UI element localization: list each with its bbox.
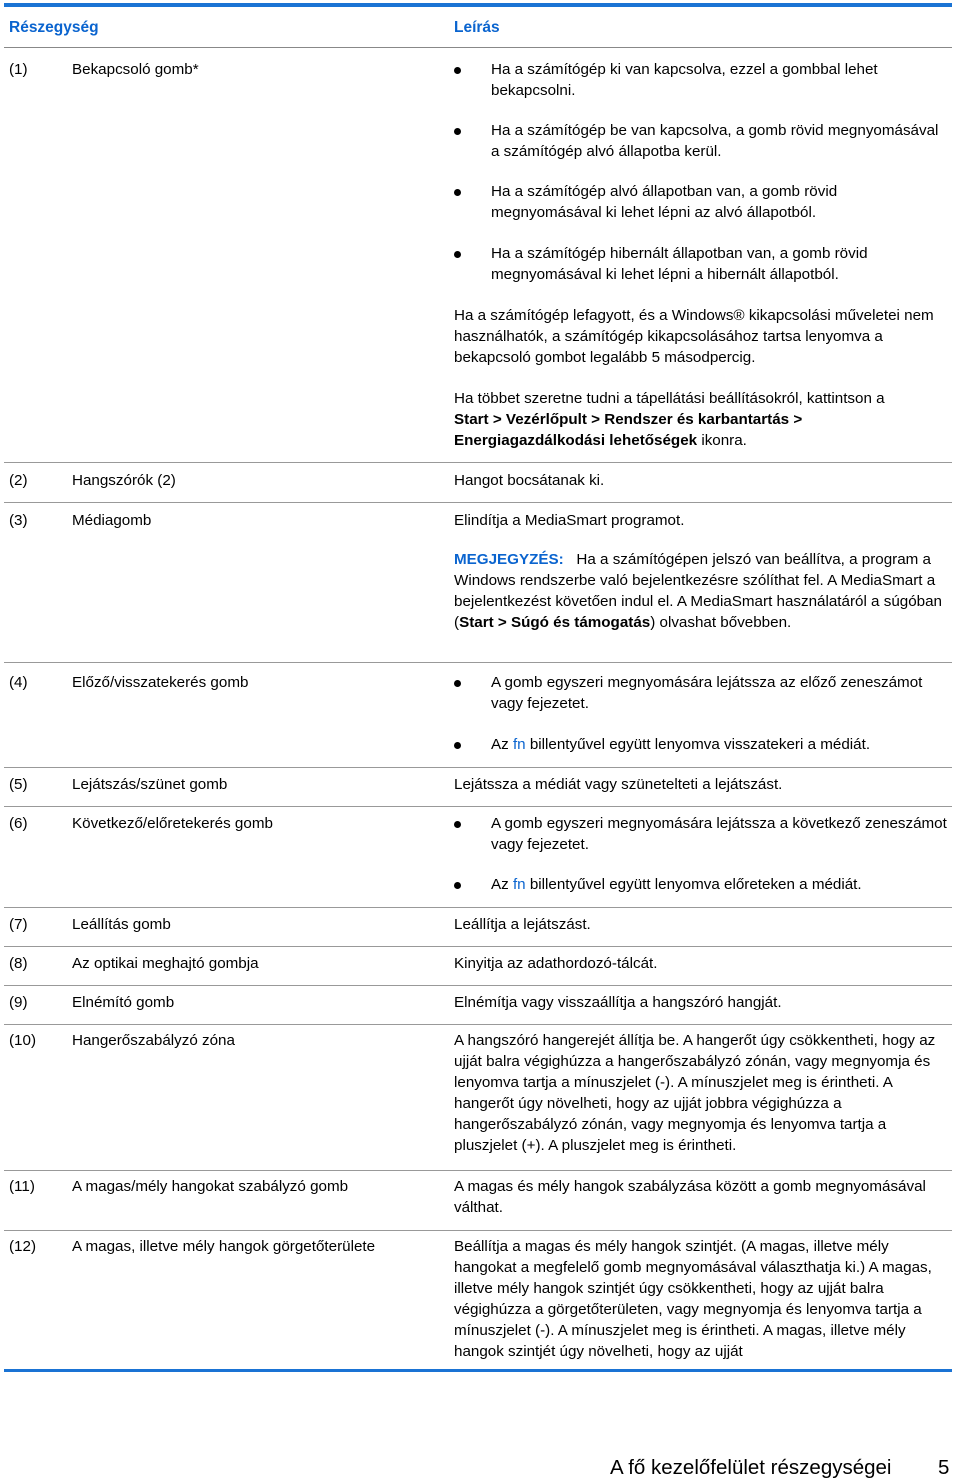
component-description: Beállítja a magas és mély hangok szintjét. (A magas, illetve mély hangokat a megfelelő gomb megnyomásával választhatja ki.) A magas, illetve mély hangok szintjét úgy csökkentheti, hogy az ujját balra végighúzza a görgetőterületen, vagy megnyomja és lenyomva tartja a mínuszjelet (-). A mínuszjelet meg is érintheti. A magas, illetve mély hangok szintjét úgy növelheti, hogy az ujját <box>454 1238 932 1360</box>
table-bottom-rule <box>4 1369 952 1372</box>
row-number: (6) <box>9 815 28 832</box>
table-row-9 <box>4 986 952 1025</box>
table-row-10 <box>4 1025 952 1171</box>
component-name: Leállítás gomb <box>72 916 171 933</box>
component-name: Elnémító gomb <box>72 994 175 1011</box>
row-number: (3) <box>9 512 28 529</box>
component-description: A hangszóró hangerejét állítja be. A hangerőt úgy csökkentheti, hogy az ujját balra végighúzza a hangerőszabályzó zónán, vagy megnyomja és lenyomva tartja a mínuszjelet (-). A mínuszjelet meg is érintheti. A hangerőt úgy növelheti, hogy az ujját jobbra végighúzza a hangerőszabályzó zónán, vagy megnyomja és lenyomva tartja a pluszjelet (+). A pluszjelet meg is érintheti. <box>454 1032 936 1154</box>
bullet-icon <box>454 251 461 258</box>
row-number: (11) <box>9 1178 35 1195</box>
row-number: (8) <box>9 955 28 972</box>
component-description: Elindítja a MediaSmart programot. <box>454 512 685 529</box>
table-row-12 <box>4 1231 952 1368</box>
list-item-text: Az fn billentyűvel együtt lenyomva visszatekeri a médiát. <box>491 736 871 753</box>
bullet-icon <box>454 742 461 749</box>
row-number: (4) <box>9 674 28 691</box>
table-row-6 <box>4 807 952 908</box>
row-number: (1) <box>9 61 28 78</box>
table-row-7 <box>4 908 952 947</box>
note-label: MEGJEGYZÉS: <box>454 551 564 568</box>
bullet-icon <box>454 821 461 828</box>
description-paragraph: Ha a számítógép lefagyott, és a Windows® kikapcsolási műveletei nem használhatók, a számítógép kikapcsolásához tartsa lenyomva a bekapcsoló gombot legalább 5 másodpercig. <box>454 307 934 366</box>
component-name: Bekapcsoló gomb* <box>72 61 199 78</box>
table-row-4 <box>4 663 952 768</box>
note-text: ) olvashat bővebben. <box>650 614 792 631</box>
fn-key-label: fn <box>512 736 526 753</box>
column-header-description: Leírás <box>454 19 500 36</box>
column-header-component: Részegység <box>9 19 99 36</box>
list-item-text: Ha a számítógép ki van kapcsolva, ezzel a gombbal lehet bekapcsolni. <box>491 61 878 99</box>
table-row-11 <box>4 1171 952 1231</box>
list-item-text: A gomb egyszeri megnyomására lejátssza a következő zeneszámot vagy fejezetet. <box>491 815 947 853</box>
list-item-text: Ha a számítógép hibernált állapotban van, a gomb rövid megnyomásával ki lehet lépni a hibernált állapotból. <box>491 245 868 283</box>
menu-path: Start > Súgó és támogatás <box>459 614 651 631</box>
bullet-icon <box>454 189 461 196</box>
component-description: Kinyitja az adathordozó-tálcát. <box>454 955 658 972</box>
component-name: Következő/előretekerés gomb <box>72 815 273 832</box>
bullet-icon <box>454 67 461 74</box>
list-item-text: Ha a számítógép alvó állapotban van, a gomb rövid megnyomásával ki lehet lépni az alvó állapotból. <box>491 183 838 221</box>
fn-key-label: fn <box>512 876 526 893</box>
row-number: (12) <box>9 1238 37 1255</box>
component-name: Hangerőszabályzó zóna <box>72 1032 235 1049</box>
component-name: Médiagomb <box>72 512 152 529</box>
component-description: A magas és mély hangok szabályzása között a gomb megnyomásával válthat. <box>454 1178 926 1216</box>
table-row-8 <box>4 947 952 986</box>
component-name: A magas, illetve mély hangok görgetőterülete <box>72 1238 376 1255</box>
component-name: A magas/mély hangokat szabályzó gomb <box>72 1178 349 1195</box>
component-description: Lejátssza a médiát vagy szünetelteti a lejátszást. <box>454 776 783 793</box>
table-row-5 <box>4 768 952 807</box>
note-block <box>454 549 949 633</box>
bullet-icon <box>454 882 461 889</box>
component-description: Hangot bocsátanak ki. <box>454 472 605 489</box>
menu-path: Start > Vezérlőpult > Rendszer és karbantartás > Energiagazdálkodási lehetőségek <box>454 411 803 449</box>
description-paragraph <box>454 388 949 451</box>
table-row-2 <box>4 463 952 503</box>
table-row-3 <box>4 503 952 663</box>
component-name: Az optikai meghajtó gombja <box>72 955 259 972</box>
component-name: Előző/visszatekerés gomb <box>72 674 249 691</box>
component-name: Hangszórók (2) <box>72 472 176 489</box>
table-top-rule <box>4 3 952 7</box>
list-item-text: Ha a számítógép be van kapcsolva, a gomb rövid megnyomásával a számítógép alvó állapotba kerül. <box>491 122 939 160</box>
row-number: (2) <box>9 472 28 489</box>
page-number: 5 <box>938 1456 950 1479</box>
row-number: (5) <box>9 776 28 793</box>
paragraph-text: Ha többet szeretne tudni a tápellátási beállításokról, kattintson a <box>454 390 885 407</box>
row-number: (10) <box>9 1032 37 1049</box>
footer-section-title: A fő kezelőfelület részegységei <box>610 1456 892 1479</box>
paragraph-text: ikonra. <box>697 432 747 449</box>
list-item-text: Az fn billentyűvel együtt lenyomva előreteken a médiát. <box>491 876 862 893</box>
bullet-icon <box>454 680 461 687</box>
component-description: Leállítja a lejátszást. <box>454 916 591 933</box>
bullet-icon <box>454 128 461 135</box>
row-number: (9) <box>9 994 28 1011</box>
note-text: Ha a számítógépen jelszó van beállítva, a program a Windows rendszerbe való bejelentkezésre szólíthat fel. A MediaSmart a bejelentkezést követően indul el. A MediaSmart használatáról a súgóban ( <box>454 551 943 631</box>
component-description: Elnémítja vagy visszaállítja a hangszóró hangját. <box>454 994 782 1011</box>
component-name: Lejátszás/szünet gomb <box>72 776 228 793</box>
table-row-1 <box>4 48 952 463</box>
row-number: (7) <box>9 916 28 933</box>
list-item-text: A gomb egyszeri megnyomására lejátssza az előző zeneszámot vagy fejezetet. <box>491 674 923 712</box>
